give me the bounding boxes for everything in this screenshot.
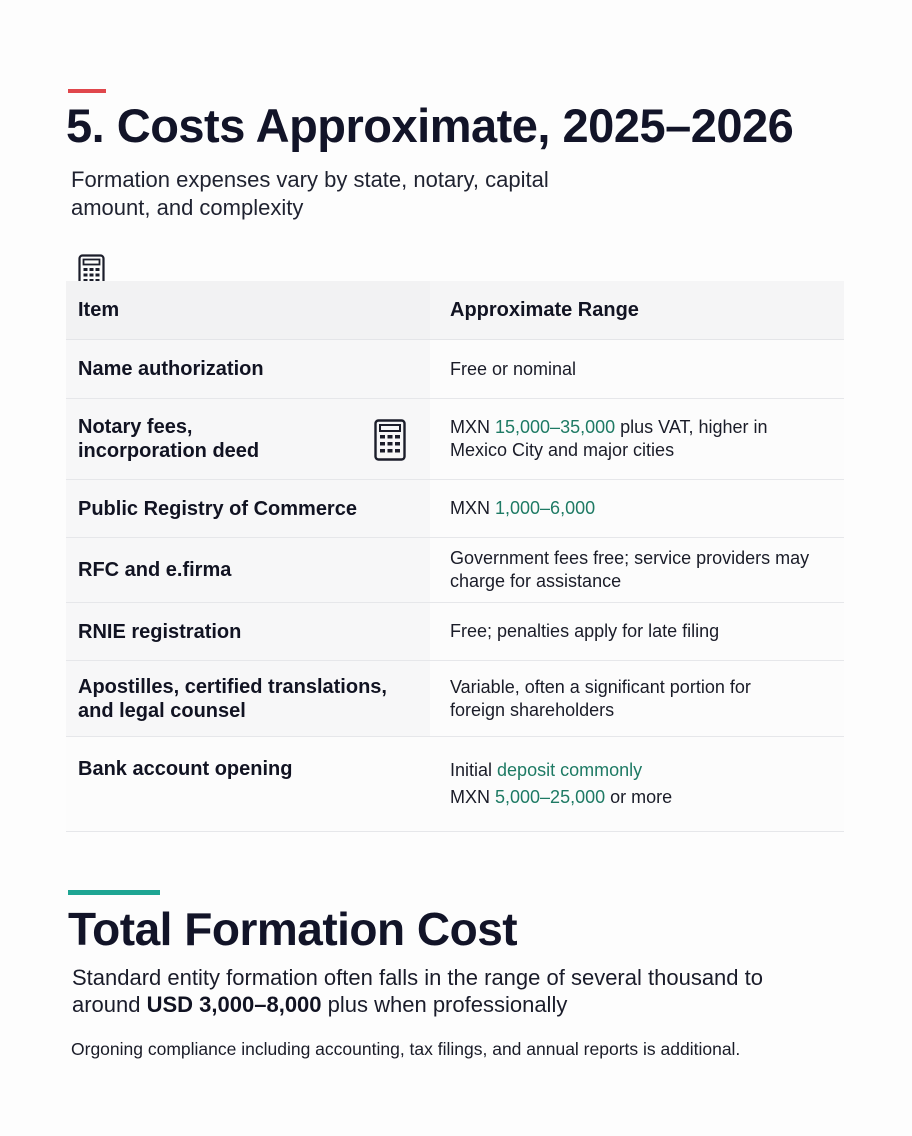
total-accent-bar xyxy=(68,890,160,895)
row-range: MXN 15,000–35,000 plus VAT, higher in Mexico City and major cities xyxy=(430,399,844,479)
row-item: Name authorization xyxy=(66,340,430,398)
table-row xyxy=(66,737,844,832)
row-range: Government fees free; service providers may charge for assistance xyxy=(430,538,844,602)
section-subtitle: Formation expenses vary by state, notary, capital amount, and complexity xyxy=(71,167,549,220)
row-range: Free or nominal xyxy=(430,340,844,398)
table-row xyxy=(66,603,844,661)
header-item: Item xyxy=(66,281,430,339)
table-row xyxy=(66,661,844,737)
table-row xyxy=(66,480,844,538)
calculator-icon xyxy=(374,419,406,467)
row-item: Apostilles, certified translations, and legal counsel xyxy=(66,661,430,736)
table-header-row xyxy=(66,281,844,340)
header-range: Approximate Range xyxy=(430,281,844,339)
row-range: MXN 1,000–6,000 xyxy=(430,480,844,537)
table-row xyxy=(66,538,844,603)
total-cost-title: Total Formation Cost xyxy=(68,903,518,955)
total-cost-text: Standard entity formation often falls in the range of several thousand to around USD 3,000–8,000 plus when professionally xyxy=(72,965,763,1017)
row-item: Bank account opening xyxy=(66,737,430,831)
section-title: 5. Costs Approximate, 2025–2026 xyxy=(66,99,794,152)
row-item: RNIE registration xyxy=(66,603,430,660)
row-item: Notary fees, incorporation deed xyxy=(66,399,430,479)
row-range: Free; penalties apply for late filing xyxy=(430,603,844,660)
cost-table xyxy=(66,281,844,832)
title-accent-bar xyxy=(68,89,106,93)
row-item: RFC and e.firma xyxy=(66,538,430,602)
compliance-note: Orgoning compliance including accounting, tax filings, and annual reports is additional. xyxy=(71,1039,741,1059)
row-range: Variable, often a significant portion for foreign shareholders xyxy=(430,661,844,736)
row-range: Initial deposit commonly MXN 5,000–25,000 or more xyxy=(430,737,844,831)
table-row xyxy=(66,399,844,480)
table-row xyxy=(66,340,844,399)
row-item: Public Registry of Commerce xyxy=(66,480,430,537)
